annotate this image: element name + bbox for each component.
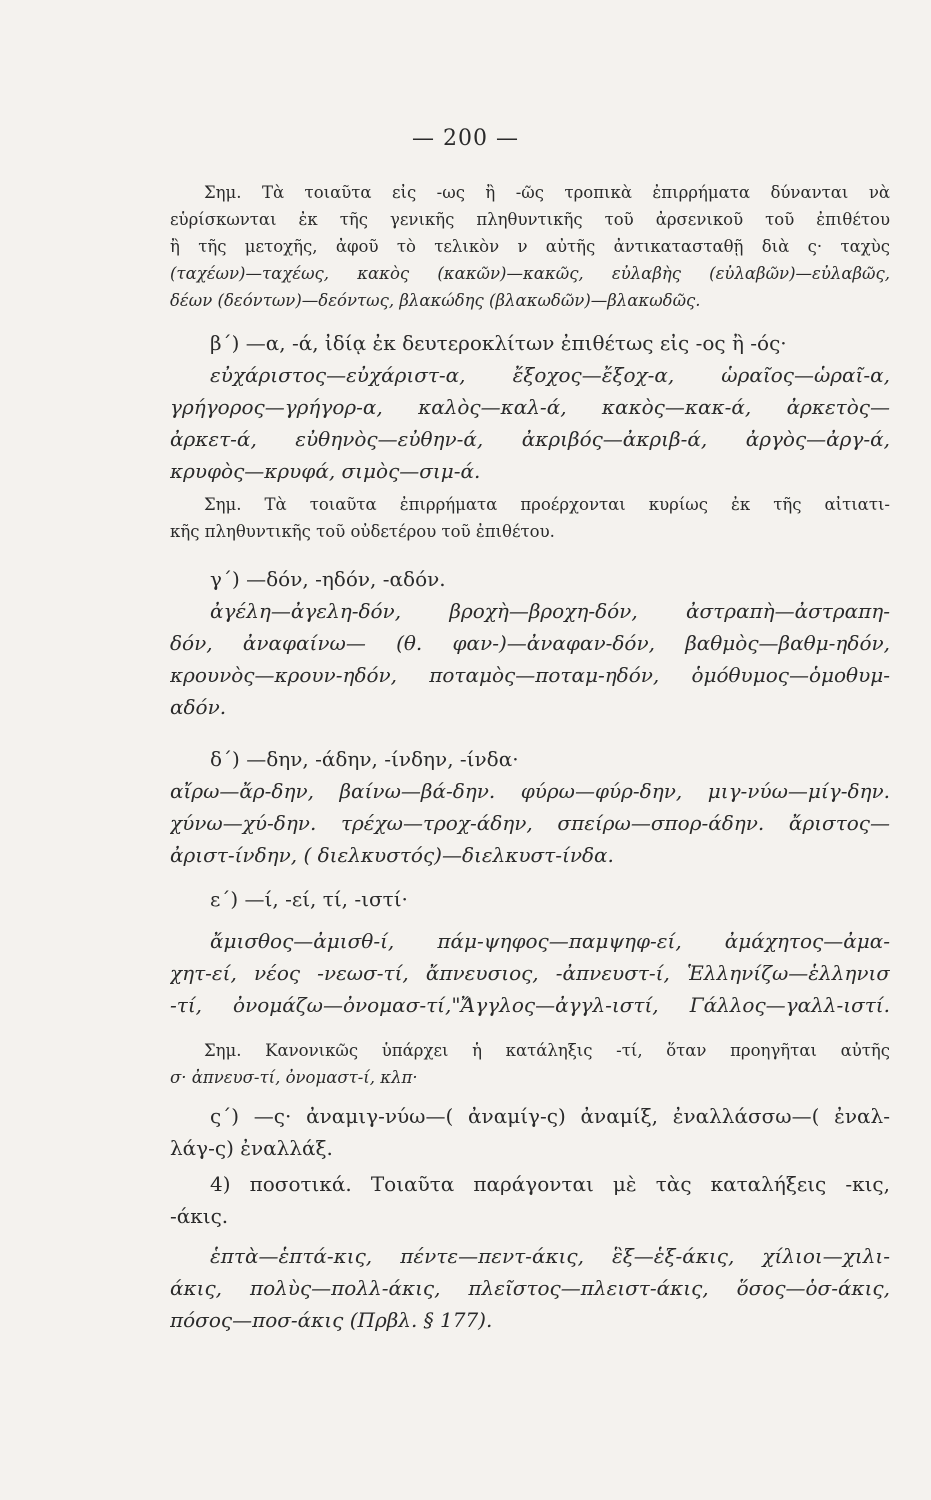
example-line: αδόν. (170, 695, 227, 719)
example-line: κρυφὸς—κρυφά, σιμὸς—σιμ-ά. (170, 459, 481, 483)
example-line: δόν, ἀναφαίνω— (θ. φαν-)—ἀναφαν-δόν, βαθμὸς—βαθμ-ηδόν, (170, 631, 890, 655)
page-number: — 200 — (412, 126, 519, 151)
section-heading: γ΄) —δόν, -ηδόν, -αδόν. (210, 567, 446, 591)
note-line: Σημ. Τὰ τοιαῦτα ἐπιρρήματα προέρχονται κυρίως ἐκ τῆς αἰτιατι- (204, 495, 890, 514)
note-line: σ· ἀπνευσ-τί, ὀνομαστ-ί, κλπ· (170, 1068, 418, 1087)
note-block-2 (170, 491, 890, 545)
example-line: ἀρκετ-ά, εὐθηνὸς—εὐθην-ά, ἀκριβός—ἀκριβ-ά, ἀργὸς—ἀργ-ά, (170, 427, 890, 451)
example-line: γρήγορος—γρήγορ-α, καλὸς—καλ-ά, κακὸς—κακ-ά, ἀρκετὸς— (170, 395, 890, 419)
example-line: κρουνὸς—κρουν-ηδόν, ποταμὸς—ποταμ-ηδόν, ὁμόθυμος—ὁμοθυμ- (170, 663, 890, 687)
note-line: ἢ τῆς μετοχῆς, ἀφοῦ τὸ τελικὸν ν αὐτῆς ἀντικατασταθῇ διὰ ς· ταχὺς (170, 237, 890, 256)
example-line: λάγ-ς) ἐναλλάξ. (170, 1136, 333, 1160)
section-stigma (170, 1100, 890, 1164)
note-block-3 (170, 1037, 890, 1091)
note-block-1 (170, 179, 890, 314)
section-delta (170, 743, 890, 871)
section-quantitative (170, 1168, 890, 1232)
example-line: χητ-εί, νέος -νεωσ-τί, ἄπνευσιος, -ἀπνευστ-ί, Ἑλληνίζω—ἑλληνισ (170, 961, 890, 985)
example-line: άκις, πολὺς—πολλ-άκις, πλεῖστος—πλειστ-άκις, ὅσος—ὁσ-άκις, (170, 1276, 890, 1300)
example-line: πόσος—ποσ-άκις (Πρβλ. § 177). (170, 1308, 493, 1332)
note-line: εὑρίσκωνται ἐκ τῆς γενικῆς πληθυντικῆς τοῦ ἀρσενικοῦ τοῦ ἐπιθέτου (170, 210, 890, 229)
example-line: ἄμισθος—ἀμισθ-ί, πάμ-ψηφος—παμψηφ-εί, ἀμάχητος—ἀμα- (210, 929, 890, 953)
section-heading-cont: -άκις. (170, 1204, 229, 1228)
example-line: αἴρω—ἄρ-δην, βαίνω—βά-δην. φύρω—φύρ-δην, μιγ-νύω—μίγ-δην. (170, 779, 890, 803)
note-line: Σημ. Τὰ τοιαῦτα εἰς -ως ἢ -ῶς τροπικὰ ἐπιρρήματα δύνανται νὰ (204, 183, 890, 202)
example-line: -τί, ὀνομάζω—ὀνομασ-τί,"Ἄγγλος—ἀγγλ-ιστί, Γάλλος—γαλλ-ιστί. (170, 993, 890, 1017)
section-heading: δ΄) —δην, -άδην, -ίνδην, -ίνδα· (210, 747, 519, 771)
section-heading: β΄) —α, -ά, ἰδίᾳ ἐκ δευτεροκλίτων ἐπιθέτως εἰς -ος ἢ -ός· (210, 331, 787, 355)
section-heading: ε΄) —ί, -εί, τί, -ιστί· (210, 887, 408, 911)
note-line: δέων (δεόντων)—δεόντως, βλακώδης (βλακωδῶν)—βλακωδῶς. (170, 291, 701, 310)
section-heading: 4) ποσοτικά. Τοιαῦτα παράγονται μὲ τὰς καταλήξεις -κις, (210, 1172, 890, 1196)
section-beta (170, 327, 890, 487)
example-line: ς΄) —ς· ἀναμιγ-νύω—( ἀναμίγ-ς) ἀναμίξ, ἐναλλάσσω—( ἐναλ- (210, 1104, 890, 1128)
example-line: ἑπτὰ—ἑπτά-κις, πέντε—πεντ-άκις, ἓξ—ἑξ-άκις, χίλιοι—χιλι- (210, 1244, 890, 1268)
section-epsilon (170, 883, 890, 1021)
example-line: εὐχάριστος—εὐχάριστ-α, ἔξοχος—ἔξοχ-α, ὡραῖος—ὡραῖ-α, (210, 363, 890, 387)
note-line: (ταχέων)—ταχέως, κακὸς (κακῶν)—κακῶς, εὐλαβὴς (εὐλαβῶν)—εὐλαβῶς, (170, 264, 890, 283)
example-line: ἀγέλη—ἀγελη-δόν, βροχὴ—βροχη-δόν, ἀστραπὴ—ἀστραπη- (210, 599, 890, 623)
section-quantitative-examples (170, 1240, 890, 1336)
example-line: χύνω—χύ-δην. τρέχω—τροχ-άδην, σπείρω—σπορ-άδην. ἄριστος— (170, 811, 890, 835)
note-line: Σημ. Κανονικῶς ὑπάρχει ἡ κατάληξις -τί, ὅταν προηγῆται αὐτῆς (204, 1041, 890, 1060)
example-line: ἀριστ-ίνδην, ( διελκυστός)—διελκυστ-ίνδα. (170, 843, 614, 867)
note-line: κῆς πληθυντικῆς τοῦ οὐδετέρου τοῦ ἐπιθέτου. (170, 522, 555, 541)
section-gamma (170, 563, 890, 723)
